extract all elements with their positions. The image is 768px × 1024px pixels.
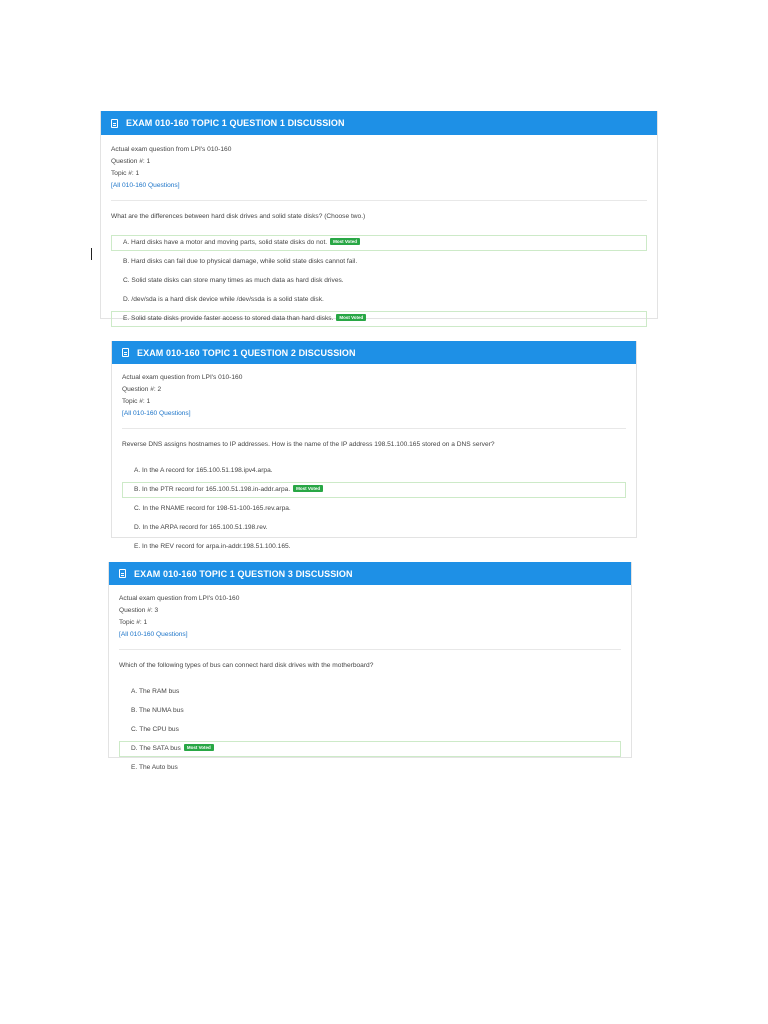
- document-icon: [119, 569, 126, 578]
- choice-list: [111, 235, 647, 327]
- question-card-1: [100, 111, 658, 322]
- choice-list: [119, 684, 621, 776]
- question-text: Which of the following types of bus can connect hard disk drives with the motherboard?: [119, 662, 374, 669]
- all-questions-link[interactable]: [All 010-160 Questions]: [111, 182, 180, 189]
- exam-source: Actual exam question from LPI's 010-160: [111, 146, 232, 153]
- question-text: Reverse DNS assigns hostnames to IP addresses. How is the name of the IP address 198.51.100.165 stored on a DNS server?: [122, 441, 495, 448]
- all-questions-link[interactable]: [All 010-160 Questions]: [122, 410, 191, 417]
- choice-text: C. The CPU bus: [131, 726, 179, 733]
- card-header: [101, 111, 657, 135]
- choice-c[interactable]: [122, 501, 626, 517]
- text-cursor-mark: [91, 248, 92, 260]
- card-body: [109, 585, 631, 776]
- choice-text: E. In the REV record for arpa.in-addr.198.51.100.165.: [134, 543, 291, 550]
- choice-text: C. Solid state disks can store many times as much data as hard disk drives.: [123, 277, 344, 284]
- choice-text: D. The SATA bus: [131, 745, 181, 752]
- topic-number: Topic #: 1: [119, 619, 148, 626]
- divider: [122, 428, 626, 429]
- choice-b[interactable]: [119, 703, 621, 719]
- choice-text: A. The RAM bus: [131, 688, 180, 695]
- choice-c[interactable]: [119, 722, 621, 738]
- choice-text: D. /dev/sda is a hard disk device while /dev/ssda is a solid state disk.: [123, 296, 324, 303]
- document-icon: [111, 119, 118, 128]
- choice-text: B. The NUMA bus: [131, 707, 184, 714]
- choice-text: B. In the PTR record for 165.100.51.198.in-addr.arpa.: [134, 486, 291, 493]
- question-number: Question #: 1: [111, 158, 151, 165]
- topic-number: Topic #: 1: [111, 170, 140, 177]
- exam-source: Actual exam question from LPI's 010-160: [122, 374, 243, 381]
- card-header: [112, 341, 636, 364]
- choice-a[interactable]: [122, 463, 626, 479]
- choice-d[interactable]: [111, 292, 647, 308]
- choice-text: A. In the A record for 165.100.51.198.ipv4.arpa.: [134, 467, 273, 474]
- choice-e[interactable]: [122, 539, 626, 555]
- question-card-3: [108, 562, 632, 771]
- choice-e[interactable]: [111, 311, 647, 327]
- choice-text: B. Hard disks can fail due to physical damage, while solid state disks cannot fail.: [123, 258, 358, 265]
- choice-a[interactable]: [111, 235, 647, 251]
- choice-text: E. The Auto bus: [131, 764, 178, 771]
- choice-e[interactable]: [119, 760, 621, 776]
- choice-list: [122, 463, 626, 555]
- question-number: Question #: 2: [122, 386, 162, 393]
- divider: [111, 200, 647, 201]
- question-card-2: [111, 341, 637, 550]
- choice-a[interactable]: [119, 684, 621, 700]
- card-body: [101, 135, 657, 327]
- question-number: Question #: 3: [119, 607, 159, 614]
- choice-d[interactable]: [122, 520, 626, 536]
- document-icon: [122, 348, 129, 357]
- choice-text: A. Hard disks have a motor and moving parts, solid state disks do not.: [123, 239, 328, 246]
- exam-source: Actual exam question from LPI's 010-160: [119, 595, 240, 602]
- most-voted-badge: Most Voted: [336, 314, 366, 321]
- choice-c[interactable]: [111, 273, 647, 289]
- choice-text: D. In the ARPA record for 165.100.51.198.rev.: [134, 524, 268, 531]
- choice-d[interactable]: [119, 741, 621, 757]
- choice-b[interactable]: [111, 254, 647, 270]
- topic-number: Topic #: 1: [122, 398, 151, 405]
- most-voted-badge: Most Voted: [184, 744, 214, 751]
- all-questions-link[interactable]: [All 010-160 Questions]: [119, 631, 188, 638]
- card-body: [112, 364, 636, 555]
- divider: [119, 649, 621, 650]
- choice-b[interactable]: [122, 482, 626, 498]
- question-text: What are the differences between hard disk drives and solid state disks? (Choose two.): [111, 213, 366, 220]
- card-title: EXAM 010-160 TOPIC 1 QUESTION 2 DISCUSSION: [137, 347, 356, 358]
- card-title: EXAM 010-160 TOPIC 1 QUESTION 3 DISCUSSION: [134, 568, 353, 579]
- most-voted-badge: Most Voted: [330, 238, 360, 245]
- most-voted-badge: Most Voted: [293, 485, 323, 492]
- card-title: EXAM 010-160 TOPIC 1 QUESTION 1 DISCUSSION: [126, 118, 345, 128]
- card-header: [109, 562, 631, 585]
- choice-text: C. In the RNAME record for 198-51-100-165.rev.arpa.: [134, 505, 291, 512]
- choice-text: E. Solid state disks provide faster access to stored data than hard disks.: [123, 315, 334, 322]
